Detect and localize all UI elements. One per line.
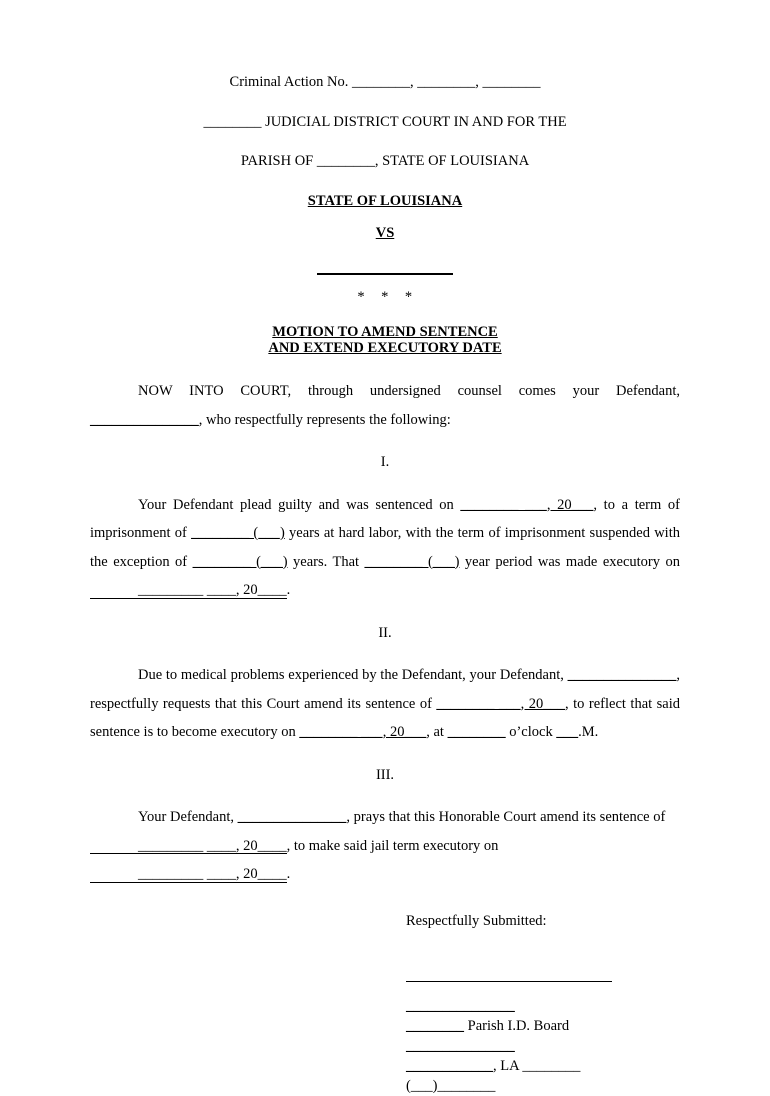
signature-city-state-text: , LA ________ xyxy=(493,1057,581,1074)
parish-state-line: PARISH OF ________, STATE OF LOUISIANA xyxy=(240,153,530,169)
signature-board-label: Parish I.D. Board xyxy=(464,1017,570,1034)
intro-paragraph xyxy=(90,377,680,434)
s1-text-k: . xyxy=(286,582,291,598)
s3-blank-date-1[interactable]: _________ ____, 20____ xyxy=(90,840,287,855)
s1-blank-years-3[interactable]: ________ (___) xyxy=(364,553,460,570)
s1-text-e: years at hard labor, with the term of imprisonment suspended with the exception of xyxy=(90,525,680,570)
s2-text-k: .M. xyxy=(578,724,599,740)
s1-blank-date-2[interactable]: _________ ____, 20____ xyxy=(90,584,287,599)
intro-defendant-blank[interactable]: _______________ xyxy=(90,411,199,428)
s3-text-e: , to make said jail term executory on xyxy=(286,837,499,854)
star-2: * xyxy=(381,289,389,305)
section-3-paragraph xyxy=(90,803,680,889)
s3-text-g: . xyxy=(286,866,291,882)
signature-name-blank[interactable]: _______________ xyxy=(406,997,515,1014)
judicial-district-court-line: ________ JUDICIAL DISTRICT COURT IN AND FOR THE xyxy=(203,114,567,130)
document-title-line-1: MOTION TO AMEND SENTENCE xyxy=(272,324,498,340)
s2-blank-time[interactable]: ________ xyxy=(447,724,506,740)
signature-city-blank[interactable]: ____________ xyxy=(406,1057,493,1074)
signature-board-blank[interactable]: ________ xyxy=(406,1017,464,1034)
versus-text: VS xyxy=(375,225,395,241)
signature-phone-line xyxy=(406,1076,680,1096)
intro-text-1: NOW INTO COURT, through undersigned counsel comes your Defendant, xyxy=(138,383,680,399)
document-title xyxy=(90,325,680,356)
star-1: * xyxy=(357,289,366,305)
s1-text-a: Your Defendant plead guilty and was sentenced on xyxy=(138,496,461,513)
s2-blank-meridiem[interactable]: ___ xyxy=(556,724,579,740)
signature-address-line xyxy=(406,1036,680,1056)
signature-line-rule[interactable] xyxy=(406,981,612,982)
signature-phone-blank[interactable]: (___)________ xyxy=(406,1077,496,1094)
signature-address-blank[interactable]: _______________ xyxy=(406,1037,515,1054)
s1-blank-years-2[interactable]: ________ (___) xyxy=(192,553,288,570)
document-body xyxy=(90,377,680,889)
s1-text-c: , to a term of imprisonment of xyxy=(90,496,681,541)
signature-name-line xyxy=(406,996,680,1016)
star-3: * xyxy=(404,289,413,305)
s2-text-c: , respectfully requests that this Court amend its sentence of xyxy=(90,667,680,712)
s2-blank-date-2[interactable]: ________ ___, 20___ xyxy=(299,724,427,740)
document-content xyxy=(90,0,680,1096)
s2-text-i: o’clock xyxy=(505,724,557,740)
s2-text-e: , to reflect that said sentence is to become executory on xyxy=(90,695,681,740)
s2-text-a: Due to medical problems experienced by the Defendant, your Defendant, xyxy=(138,667,568,683)
s3-text-a: Your Defendant, xyxy=(138,809,238,825)
s3-blank-date-2[interactable]: _________ ____, 20____ xyxy=(90,868,287,883)
s1-text-g: years. That xyxy=(287,553,365,570)
signature-block xyxy=(406,981,680,1096)
s1-blank-years-1[interactable]: ________ (___) xyxy=(191,525,285,541)
s2-blank-date-1[interactable]: ________ ___, 20___ xyxy=(436,695,566,712)
s2-blank-defendant[interactable]: _______________ xyxy=(567,667,677,683)
section-number-1: I. xyxy=(380,454,390,470)
intro-text-2: , who respectfully represents the following: xyxy=(198,411,451,428)
s3-blank-defendant[interactable]: _______________ xyxy=(237,809,347,825)
s1-blank-date-1[interactable]: ________ ___, 20___ xyxy=(460,496,594,513)
document-title-line-2: AND EXTEND EXECUTORY DATE xyxy=(268,339,502,356)
case-caption xyxy=(90,68,680,356)
s2-text-g: , at xyxy=(426,724,448,740)
versus-heading xyxy=(90,219,680,247)
signature-city-line xyxy=(406,1056,680,1076)
state-party-heading xyxy=(90,187,680,215)
s3-text-c: , prays that this Honorable Court amend its sentence of xyxy=(346,809,666,825)
s1-text-i: year period was made executory on xyxy=(459,553,680,570)
star-separator xyxy=(90,287,680,307)
signature-board-line xyxy=(406,1016,680,1036)
defendant-name-rule-wrap xyxy=(90,265,680,279)
state-party-text: STATE OF LOUISIANA xyxy=(307,193,463,209)
defendant-name-rule xyxy=(317,273,453,275)
criminal-action-number-line: Criminal Action No. ________, ________, ________ xyxy=(229,74,541,90)
section-2-paragraph xyxy=(90,661,680,747)
respectfully-submitted-label: Respectfully Submitted: xyxy=(406,912,547,929)
section-number-2: II. xyxy=(378,624,392,641)
section-number-3: III. xyxy=(375,766,395,783)
closing-block xyxy=(90,907,680,1096)
section-1-paragraph xyxy=(90,491,680,605)
